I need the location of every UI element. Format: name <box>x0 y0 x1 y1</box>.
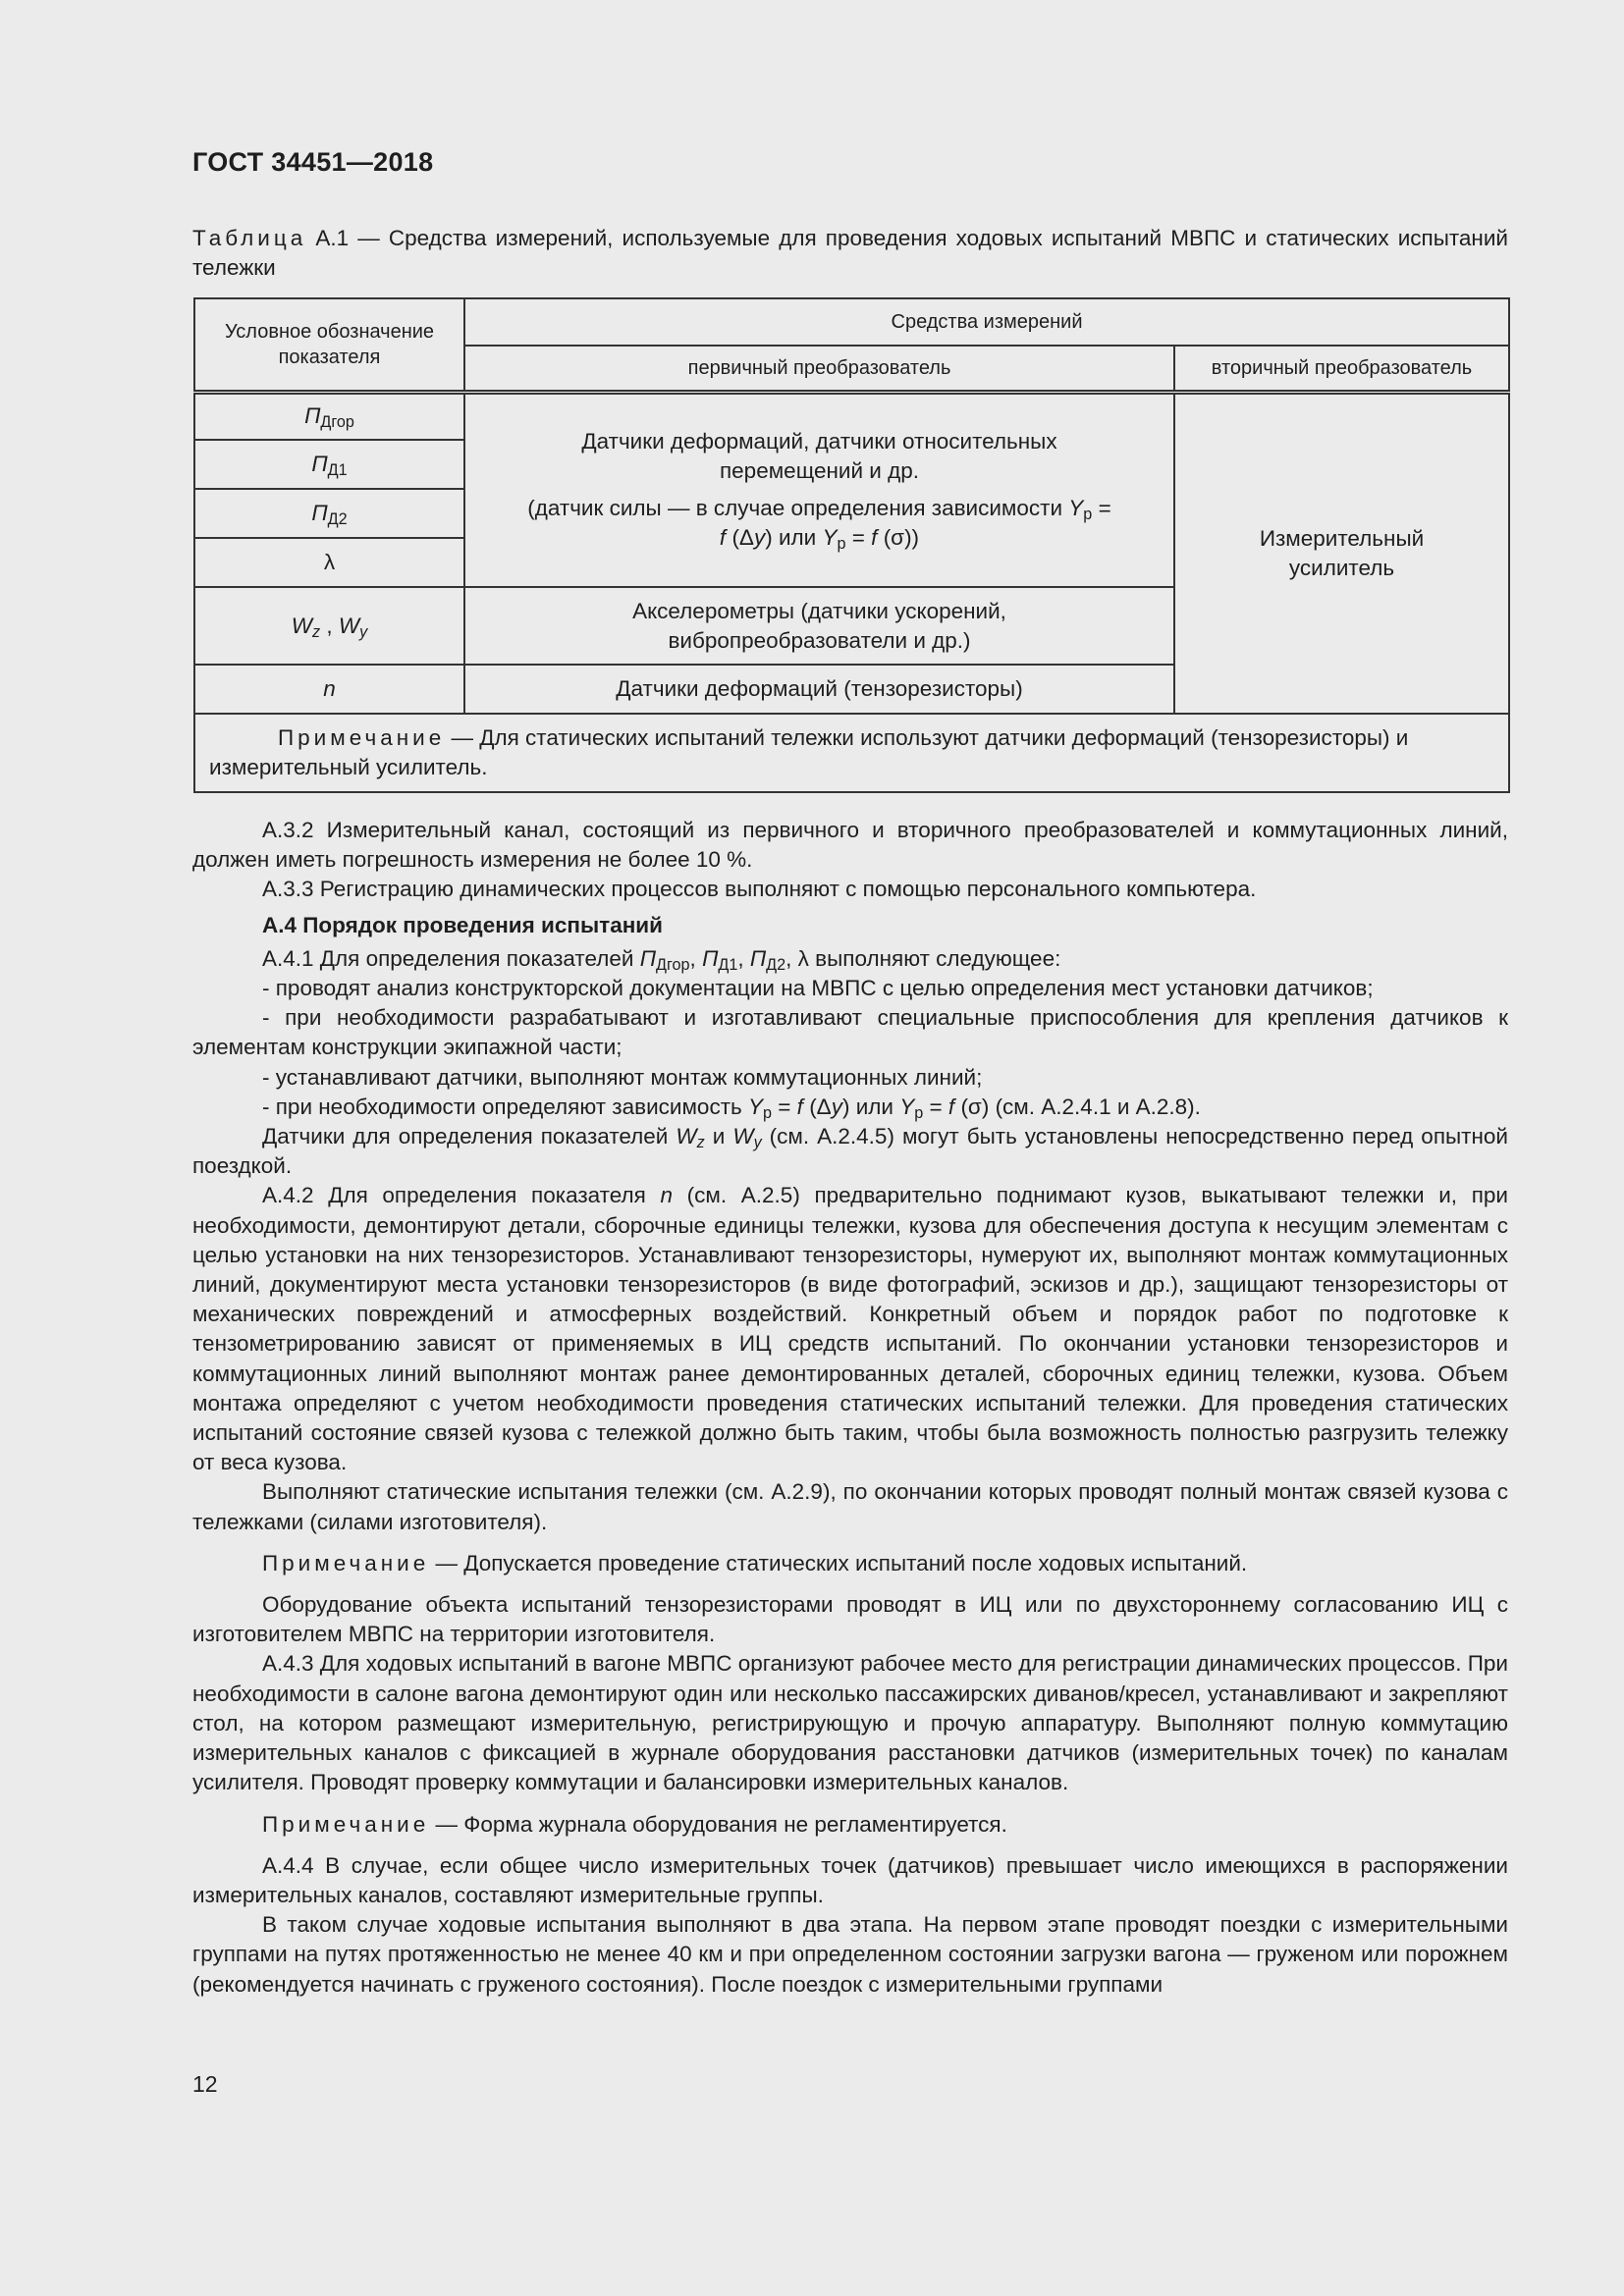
paragraph-a43: А.4.3 Для ходовых испытаний в вагоне МВПС организуют рабочее место для регистрации динамических процессов. При необходимости в салоне вагона демонтируют один или несколько пассажирских диванов/кресел, устанавливают и закрепляют стол, на котором размещают измерительную, регистрирующую и прочую аппаратуру. Выполняют полную коммутацию измерительных каналов с фиксацией в журнале оборудования расстановки датчиков (измерительных точек) по каналам усилителя. Проводят проверку коммутации и балансировки измерительных каналов. <box>192 1651 1508 1795</box>
note-journal: Примечание — Форма журнала оборудования не регламентируется. <box>262 1811 1007 1837</box>
header-secondary-converter: вторичный преобразователь <box>1174 346 1509 392</box>
indicator-p-d2: $П_{Д2}$ <box>194 489 464 538</box>
indicator-lambda: λ <box>194 538 464 587</box>
header-indicator: Условное обозначение показателя <box>194 298 464 392</box>
paragraph-a42: А.4.2 Для определения показателя n (см. А.2.5) предварительно поднимают кузов, выкатывают тележки и, при необходимости, демонтируют детали, сборочные единицы тележки, кузова для обеспечения доступа к несущим элементам с целью установки на них тензорезисторов. Устанавливают тензорезисторы, нумеруют их, выполняют монтаж коммутационных линий, документируют места установки тензорезисторов (в виде фотографий, эскизов и др.), защищают тензорезисторы от механических повреждений и атмосферных воздействий. Конкретный объем и порядок работ по подготовке к тензометрированию зависят от применяемых в ИЦ средств испытаний. По окончании установки тензорезисторов и коммутационных линий выполняют монтаж ранее демонтированных деталей, сборочных единиц тележки, кузова. Объем монтажа определяют с учетом необходимости проведения статических испытаний тележки. Для проведения статических испытаний состояние связей кузова с тележкой должно быть таким, чтобы была возможность полностью разгрузить тележку от веса кузова. <box>192 1183 1508 1475</box>
table-note-label: Примечание <box>278 725 446 750</box>
measurement-means-table <box>193 297 1510 793</box>
table-caption-text: А.1 — Средства измерений, используемые для проведения ходовых испытаний МВПС и статических испытаний тележки <box>192 226 1508 280</box>
list-item: - при необходимости определяют зависимость $Y_р = f$ (Δy) или $Y_р = f$ (σ) (см. А.2.4.1 и А.2.8). <box>262 1094 1201 1122</box>
body-text <box>192 816 1508 2000</box>
header-measurement-means: Средства измерений <box>464 298 1509 346</box>
list-item: - устанавливают датчики, выполняют монтаж коммутационных линий; <box>262 1064 983 1090</box>
paragraph-a33: А.3.3 Регистрацию динамических процессов выполняют с помощью персонального компьютера. <box>262 877 1257 902</box>
paragraph-sensors-wz-wy: Датчики для определения показателей $W_z$ и $W_y$ (см. А.2.4.5) могут быть установлены непосредственно перед опытной поездкой. <box>192 1124 1508 1179</box>
paragraph-a44: А.4.4 В случае, если общее число измерительных точек (датчиков) превышает число имеющихся в распоряжении измерительных каналов, составляют измерительные группы. <box>192 1852 1508 1907</box>
table-note <box>194 714 1509 792</box>
list-item: - при необходимости разрабатывают и изготавливают специальные приспособления для крепления датчиков к элементам конструкции экипажной части; <box>192 1005 1508 1060</box>
paragraph-two-stages: В таком случае ходовые испытания выполняют в два этапа. На первом этапе проводят поездки с измерительными группами на путях протяженностью не менее 40 км и при определенном состоянии загрузки вагона — груженом или порожнем (рекомендуется начинать с груженого состояния). После поездок с измерительными группами <box>192 1912 1508 1997</box>
paragraph-equipment: Оборудование объекта испытаний тензорезисторами проводят в ИЦ или по двухстороннему согласованию ИЦ с изготовителем МВПС на территории изготовителя. <box>192 1592 1508 1647</box>
primary-deformation-text: Датчики деформаций, датчики относительных перемещений и др. <box>581 429 1057 484</box>
primary-force-sensor-text: (датчик силы — в случае определения зависимости $Y_р = f$ (Δy) или $Y_р = f$ (σ)) <box>527 496 1111 554</box>
table-note-text: — Для статических испытаний тележки используют датчики деформаций (тензорезисторы) и измерительный усилитель. <box>209 725 1409 779</box>
note-static-tests: Примечание — Допускается проведение статических испытаний после ходовых испытаний. <box>262 1550 1248 1575</box>
header-primary-converter: первичный преобразователь <box>464 346 1174 392</box>
indicator-n: n <box>194 665 464 714</box>
secondary-amplifier: Измерительный усилитель <box>1174 392 1509 714</box>
primary-accelerometers: Акселерометры (датчики ускорений, вибропреобразователи и др.) <box>464 587 1174 665</box>
indicator-wz-wy: $W_z$ , $W_y$ <box>194 587 464 665</box>
primary-deformation-sensors <box>464 392 1174 587</box>
paragraph-a32: А.3.2 Измерительный канал, состоящий из первичного и вторичного преобразователей и коммутационных линий, должен иметь погрешность измерения не более 10 %. <box>192 818 1508 873</box>
table-caption-prefix: Таблица <box>192 226 307 250</box>
table-caption <box>192 224 1508 283</box>
list-item: - проводят анализ конструкторской документации на МВПС с целью определения мест установки датчиков; <box>262 976 1374 1001</box>
section-heading-a4: А.4 Порядок проведения испытаний <box>262 912 663 937</box>
indicator-p-d1: $П_{Д1}$ <box>194 440 464 489</box>
paragraph-static-tests: Выполняют статические испытания тележки (см. А.2.9), по окончании которых проводят полный монтаж связей кузова с тележками (силами изготовителя). <box>192 1479 1508 1534</box>
indicator-p-dgor: $П_{Дгор}$ <box>194 392 464 440</box>
paragraph-a41: А.4.1 Для определения показателей $П_{Дгор}$, $П_{Д1}$, $П_{Д2}$, λ выполняют следующее: <box>262 945 1061 974</box>
primary-strain-gauges: Датчики деформаций (тензорезисторы) <box>464 665 1174 714</box>
page-number: 12 <box>192 2071 218 2097</box>
document-id: ГОСТ 34451—2018 <box>192 147 434 177</box>
